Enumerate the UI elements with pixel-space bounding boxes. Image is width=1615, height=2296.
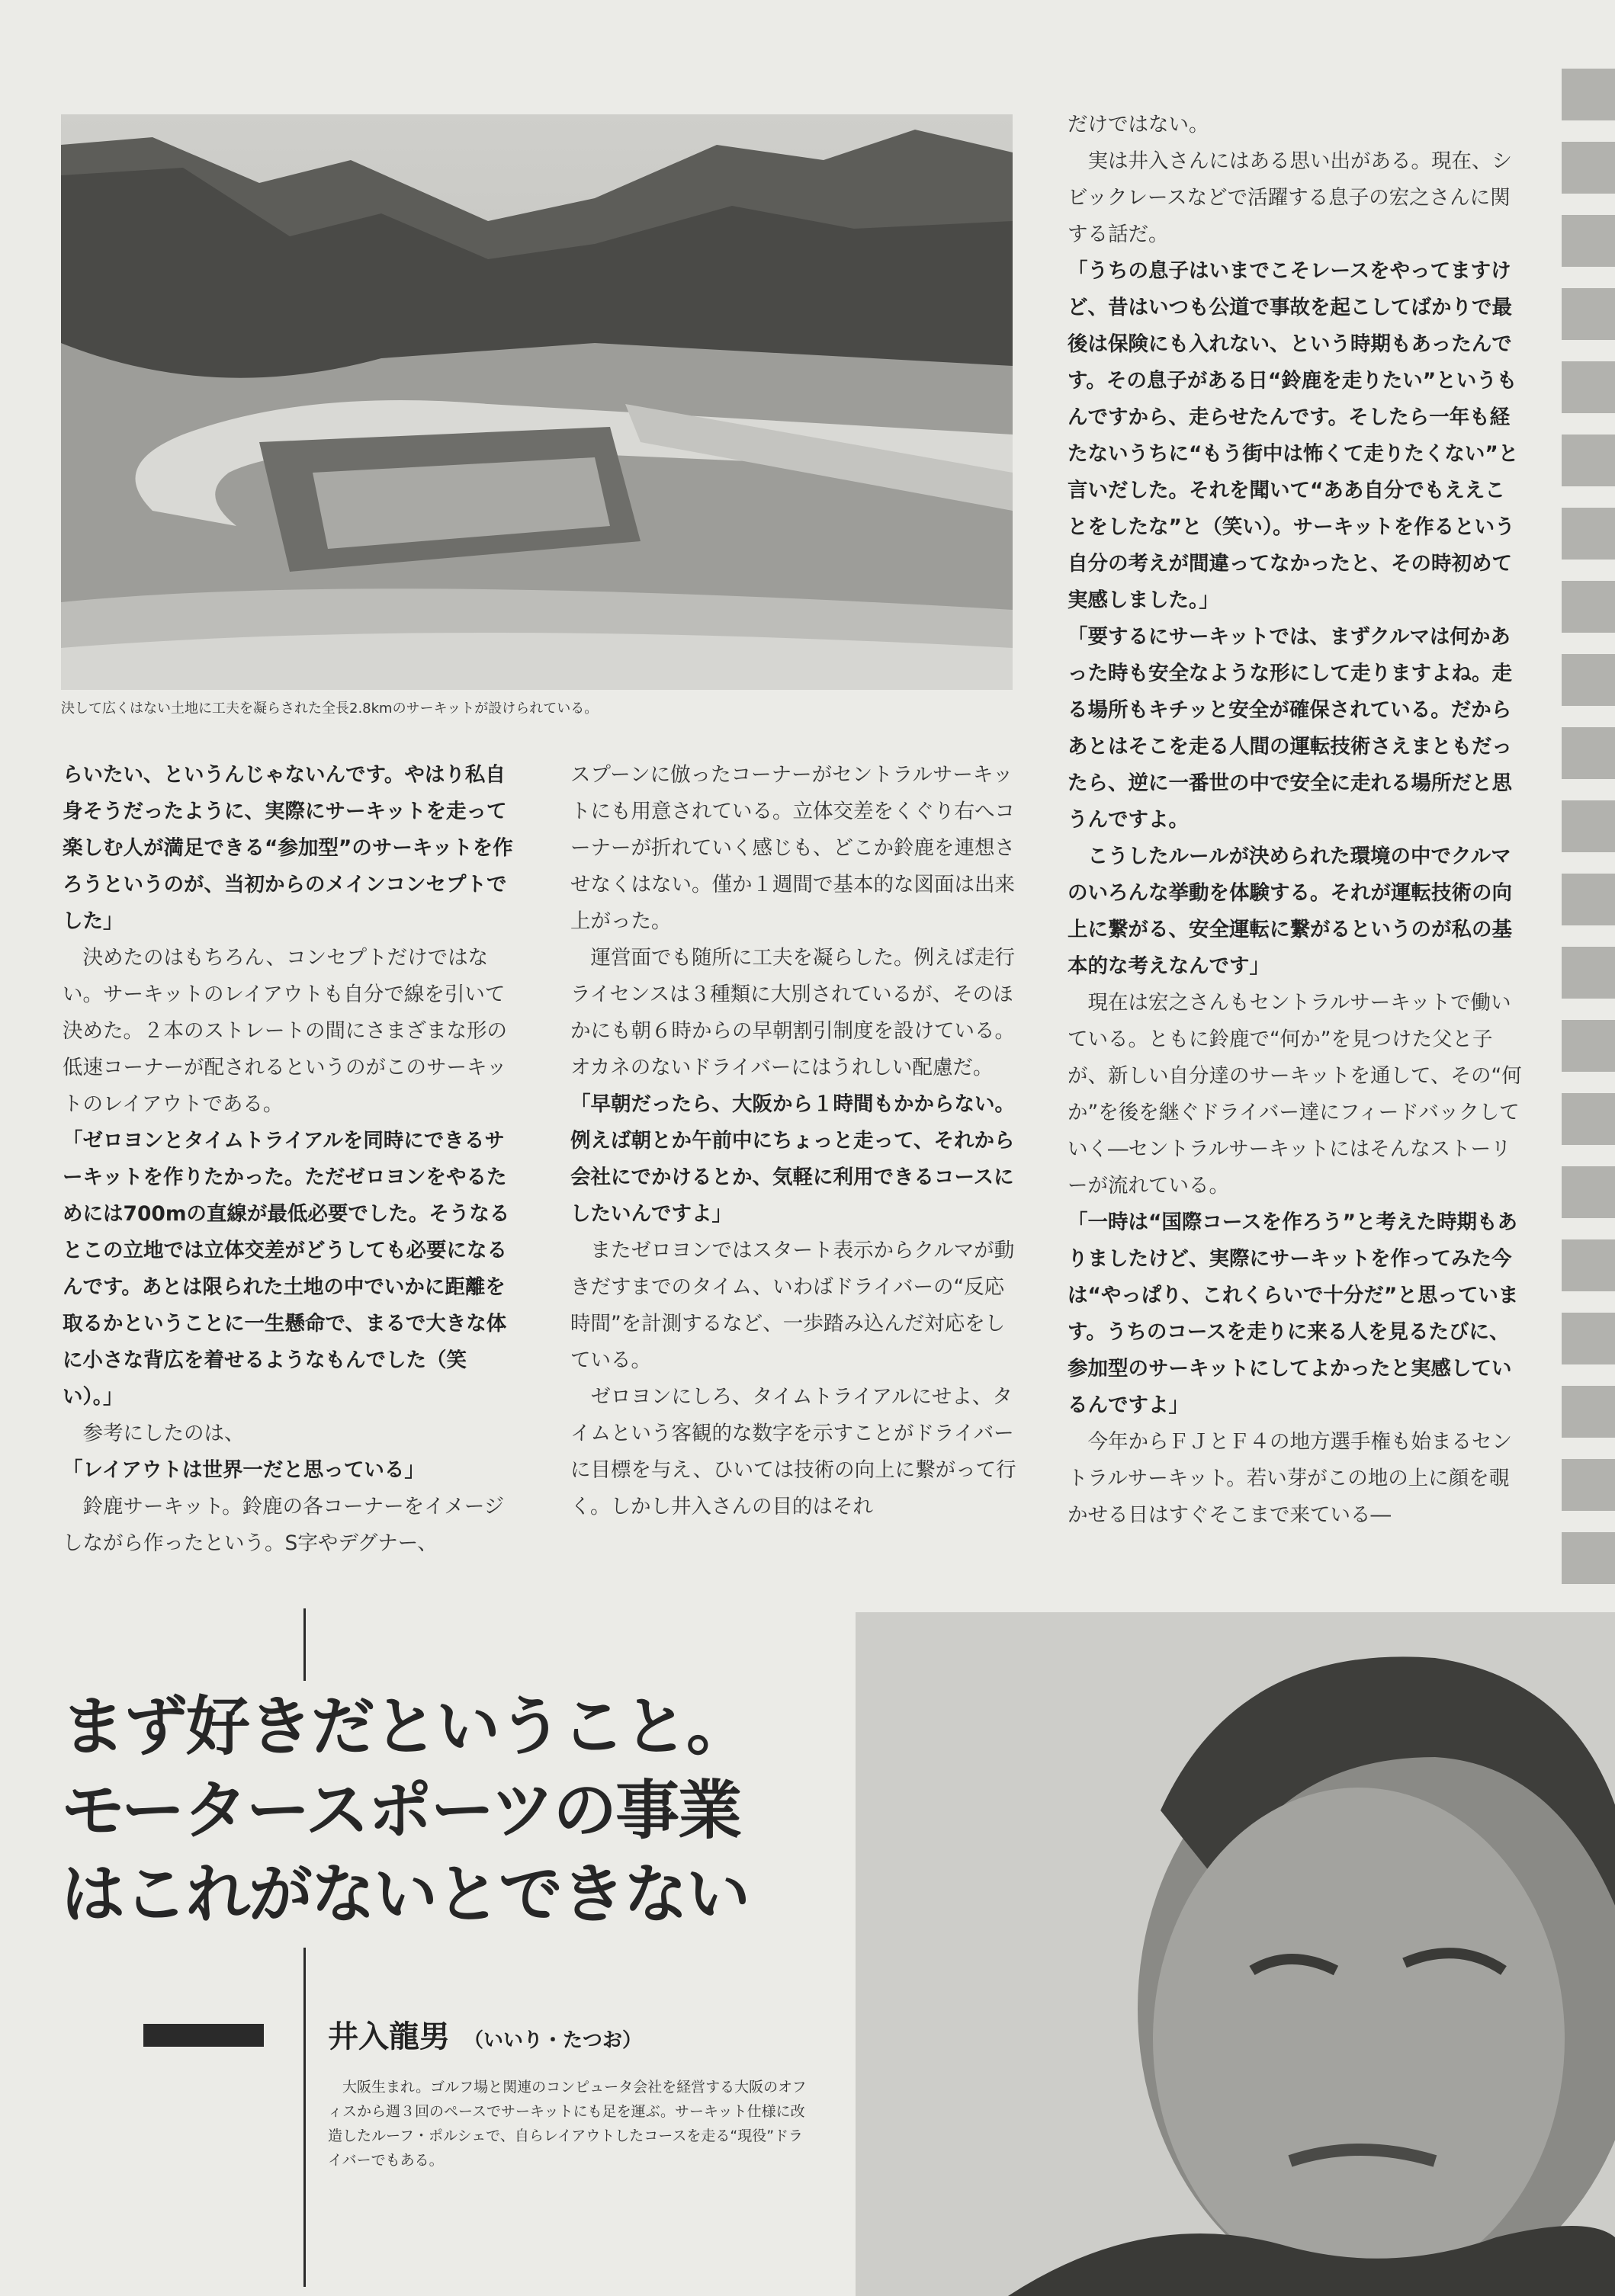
column-3-paragraph: だけではない。: [1068, 113, 1209, 136]
body-column-2: [570, 757, 1022, 1525]
divider-line-upper: [303, 1608, 306, 1681]
column-1-paragraph: 鈴鹿サーキット。鈴鹿の各コーナーをイメージしながら作ったという。S字やデグナー、: [63, 1495, 505, 1555]
column-2-paragraph: またゼロヨンではスタート表示からクルマが動きだすまでのタイム、いわばドライバーの“反応時間”を計測するなど、一歩踏み込んだ対応をしている。: [570, 1239, 1015, 1372]
column-3-paragraph: こうしたルールが決められた環境の中でクルマのいろんな挙動を体験する。それが運転技術の向上に繋がる、安全運転に繋がるというのが私の基本的な考えなんです」: [1068, 845, 1512, 978]
portrait-photo: [856, 1612, 1615, 2296]
column-2-paragraph: 「早朝だったら、大阪から１時間もかからない。例えば朝とか午前中にちょっと走って、それから会社にでかけるとか、気軽に利用できるコースにしたいんですよ」: [570, 1092, 1015, 1226]
profile-bio: 大阪生まれ。ゴルフ場と関連のコンピュータ会社を経営する大阪のオフィスから週３回のペースでサーキットにも足を運ぶ。サーキット仕様に改造したルーフ・ポルシェで、自らレイアウトしたコースを走る“現役”ドライバーでもある。: [328, 2079, 807, 2169]
column-1-paragraph: 「ゼロヨンとタイムトライアルを同時にできるサーキットを作りたかった。ただゼロヨンをやるためには700mの直線が最低必要でした。そうなるとこの立地では立体交差がどうしても必要になるんです。あとは限られた土地の中でいかに距離を取るかということに一生懸命で、まるで大きな体に小さな背広を着せるようなもんでした（笑い）。」: [63, 1129, 510, 1409]
column-3-paragraph: 「一時は“国際コースを作ろう”と考えた時期もありましたけど、実際にサーキットを作ってみた今は“やっぱり、これくらいで十分だ”と思っています。うちのコースを走りに来る人を見るたびに、参加型のサーキットにしてよかったと実感しているんですよ」: [1068, 1211, 1519, 1417]
name-reading: （いいり・たつお）: [464, 2029, 643, 2052]
column-2-paragraph: スプーンに倣ったコーナーがセントラルサーキットにも用意されている。立体交差をくぐり右へコーナーが折れていく感じも、どこか鈴鹿を連想させなくはない。僅か１週間で基本的な図面は出来上がった。: [570, 763, 1015, 933]
body-column-1: [63, 757, 514, 1562]
column-3-paragraph: 「うちの息子はいまでこそレースをやってますけど、昔はいつも公道で事故を起こしてばかりで最後は保険にも入れない、という時期もあったんです。その息子がある日“鈴鹿を走りたい”というもんですから、走らせたんです。そしたら一年も経たないうちに“もう街中は怖くて走りたくない”と言いだした。それを聞いて“ああ自分でもええことをしたな”と（笑い）。サーキットを作るという自分の考えが間違ってなかったと、その時初めて実感しました。」: [1068, 259, 1519, 612]
column-1-paragraph: らいたい、というんじゃないんです。やはり私自身そうだったように、実際にサーキットを走って楽しむ人が満足できる“参加型”のサーキットを作ろうというのが、当初からのメインコンセプトでした」: [63, 763, 513, 933]
person-name: 井入龍男: [328, 2019, 450, 2054]
column-3-paragraph: 実は井入さんにはある思い出がある。現在、シビックレースなどで活躍する息子の宏之さんに関する話だ。: [1068, 149, 1512, 246]
column-2-paragraph: 運営面でも随所に工夫を凝らした。例えば走行ライセンスは３種類に大別されているが、そのほかにも朝６時からの早朝割引制度を設けている。オカネのないドライバーにはうれしい配慮だ。: [570, 946, 1015, 1079]
headline-line-1: まず好きだということ。: [61, 1689, 750, 1764]
body-column-3: [1068, 107, 1523, 1534]
headline-line-3: はこれがないとできない: [61, 1857, 750, 1932]
column-3-paragraph: 現在は宏之さんもセントラルサーキットで働いている。ともに鈴鹿で“何か”を見つけた父と子が、新しい自分達のサーキットを通して、その“何か”を後を継ぐドライバー達にフィードバックしていく―セントラルサーキットにはそんなストーリーが流れている。: [1068, 991, 1522, 1198]
photo-caption: 決して広くはない土地に工夫を凝らされた全長2.8kmのサーキットが設けられている。: [61, 701, 599, 717]
profile-name: [328, 2012, 642, 2056]
column-2-paragraph: ゼロヨンにしろ、タイムトライアルにせよ、タイムという客観的な数字を示すことがドライバーに目標を与え、ひいては技術の向上に繋がって行く。しかし井入さんの目的はそれ: [570, 1385, 1016, 1518]
headline: [61, 1685, 749, 1936]
column-3-paragraph: 「要するにサーキットでは、まずクルマは何かあった時も安全なような形にして走りますよね。走る場所もキチッと安全が確保されている。だからあとはそこを走る人間の運転技術さえまともだったら、逆に一番世の中で安全に走れる場所だと思うんですよ。: [1068, 625, 1512, 832]
column-1-paragraph: 参考にしたのは、: [82, 1422, 245, 1445]
column-3-paragraph: 今年からＦＪとＦ４の地方選手権も始まるセントラルサーキット。若い芽がこの地の上に顔を覗かせる日はすぐそこまで来ている―: [1068, 1430, 1512, 1527]
divider-line-lower: [303, 1948, 306, 2287]
name-bar: [143, 2024, 264, 2047]
headline-line-2: モータースポーツの事業: [61, 1773, 741, 1848]
column-1-paragraph: 決めたのはもちろん、コンセプトだけではない。サーキットのレイアウトも自分で線を引いて決めた。２本のストレートの間にさまざまな形の低速コーナーが配されるというのがこのサーキットのレイアウトである。: [63, 946, 507, 1116]
column-1-paragraph: 「レイアウトは世界一だと思っている」: [63, 1458, 425, 1482]
circuit-photo: [61, 114, 1013, 690]
side-tab-strip: [1562, 69, 1615, 1608]
